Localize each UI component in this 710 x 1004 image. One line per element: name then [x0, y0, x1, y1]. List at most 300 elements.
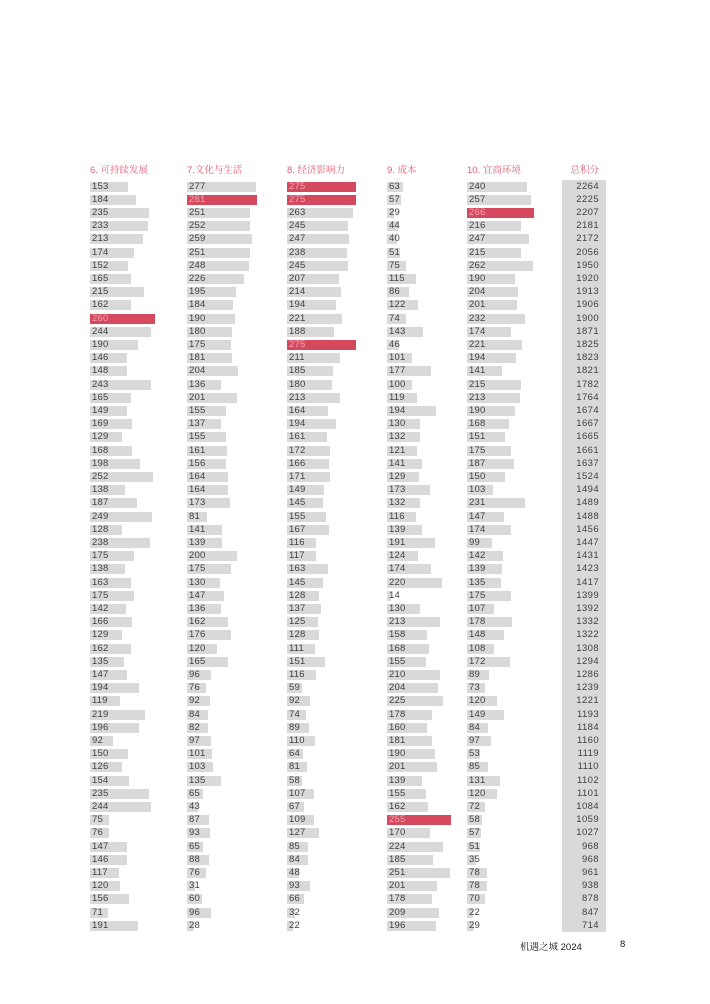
- score-cell: [90, 378, 187, 391]
- score-cell: [387, 299, 467, 312]
- score-value: 248: [189, 259, 206, 271]
- score-cell: [90, 286, 187, 299]
- score-value: 139: [389, 774, 406, 786]
- score-cell: [90, 536, 187, 549]
- score-cell: [287, 233, 387, 246]
- score-cell: [90, 418, 187, 431]
- score-cell: [562, 734, 606, 747]
- score-value: 93: [189, 827, 200, 839]
- score-cell: [287, 880, 387, 893]
- score-value: 22: [469, 906, 480, 918]
- score-cell: [387, 708, 467, 721]
- score-value: 101: [189, 748, 206, 760]
- score-value: 128: [289, 629, 306, 641]
- score-cell: [287, 695, 387, 708]
- column-economic-influence: [287, 165, 387, 932]
- score-cell: [562, 444, 606, 457]
- score-cell: [562, 550, 606, 563]
- score-cell: [90, 893, 187, 906]
- score-cell: [467, 286, 562, 299]
- score-cell: [562, 523, 606, 536]
- score-value: 213: [389, 616, 406, 628]
- score-value: 158: [389, 629, 406, 641]
- score-cell: [467, 457, 562, 470]
- score-cell: [187, 233, 287, 246]
- score-value: 130: [389, 602, 406, 614]
- score-value: 1637: [576, 457, 599, 469]
- score-value: 190: [469, 404, 486, 416]
- score-value: 148: [469, 629, 486, 641]
- score-value: 110: [289, 734, 305, 746]
- score-value: 138: [92, 563, 109, 575]
- score-cell: [287, 576, 387, 589]
- score-cell: [467, 550, 562, 563]
- score-cell: [90, 668, 187, 681]
- score-cell: [467, 220, 562, 233]
- score-value: 171: [289, 470, 306, 482]
- score-value: 878: [581, 893, 599, 905]
- score-cell: [562, 246, 606, 259]
- score-value: 240: [469, 180, 486, 192]
- score-value: 184: [189, 299, 206, 311]
- score-value: 1332: [576, 616, 599, 628]
- score-cell: [387, 774, 467, 787]
- score-cell: [387, 761, 467, 774]
- score-value: 1119: [577, 748, 599, 760]
- score-value: 43: [189, 800, 200, 812]
- score-cell: [467, 338, 562, 351]
- score-value: 149: [289, 484, 306, 496]
- score-value: 100: [389, 378, 406, 390]
- score-cell: [562, 312, 606, 325]
- score-cell: [187, 391, 287, 404]
- score-cell: [287, 418, 387, 431]
- score-cell: [562, 470, 606, 483]
- score-cell: [562, 378, 606, 391]
- score-value: 175: [469, 589, 486, 601]
- score-value: 142: [469, 550, 486, 562]
- score-value: 1102: [576, 774, 599, 786]
- score-cell: [90, 880, 187, 893]
- score-cell: [90, 827, 187, 840]
- score-value: 135: [189, 774, 206, 786]
- score-cell: [287, 800, 387, 813]
- score-value: 190: [389, 748, 406, 760]
- score-cell: [287, 602, 387, 615]
- score-value: 175: [92, 550, 109, 562]
- score-value: 66: [289, 893, 300, 905]
- score-cell: [187, 814, 287, 827]
- score-value: 128: [92, 523, 109, 535]
- score-value: 1661: [576, 444, 599, 456]
- score-value: 168: [389, 642, 406, 654]
- score-cell: [562, 484, 606, 497]
- score-cell: [467, 800, 562, 813]
- score-value: 174: [469, 523, 486, 535]
- score-value: 211: [289, 352, 305, 364]
- score-cell: [562, 708, 606, 721]
- score-cell: [387, 840, 467, 853]
- score-value: 177: [389, 365, 406, 377]
- score-cell: [467, 536, 562, 549]
- score-value: 1489: [576, 497, 599, 509]
- score-cell: [90, 193, 187, 206]
- score-cell: [287, 814, 387, 827]
- score-cell: [90, 616, 187, 629]
- score-value: 968: [581, 853, 599, 865]
- score-cell: [467, 866, 562, 879]
- score-value: 141: [389, 457, 406, 469]
- score-cell: [187, 352, 287, 365]
- score-cell: [562, 193, 606, 206]
- score-cell: [387, 457, 467, 470]
- score-cell: [387, 616, 467, 629]
- score-cell: [467, 497, 562, 510]
- score-cell: [287, 761, 387, 774]
- score-cell: [287, 840, 387, 853]
- score-cell: [467, 695, 562, 708]
- score-cell: [562, 325, 606, 338]
- score-cell: [287, 682, 387, 695]
- score-value: 251: [189, 246, 206, 258]
- score-value: 1027: [576, 827, 599, 839]
- score-cell: [467, 259, 562, 272]
- score-cell: [562, 497, 606, 510]
- score-value: 78: [469, 880, 480, 892]
- score-value: 154: [92, 774, 109, 786]
- score-value: 1825: [576, 338, 599, 350]
- score-value: 132: [389, 431, 406, 443]
- score-value: 162: [92, 299, 109, 311]
- score-value: 116: [389, 510, 405, 522]
- score-value: 57: [389, 193, 400, 205]
- column-header-economic-influence: 8. 经济影响力: [287, 165, 346, 176]
- score-cell: [287, 299, 387, 312]
- score-cell: [287, 352, 387, 365]
- score-value: 92: [92, 734, 103, 746]
- score-cell: [90, 853, 187, 866]
- score-cell: [387, 338, 467, 351]
- score-cell: [287, 365, 387, 378]
- score-value: 1871: [576, 325, 599, 337]
- score-cell: [90, 206, 187, 219]
- score-cell: [387, 286, 467, 299]
- score-value: 165: [92, 391, 109, 403]
- score-cell: [287, 616, 387, 629]
- score-cell: [187, 695, 287, 708]
- score-value: 147: [92, 840, 109, 852]
- score-value: 238: [92, 536, 109, 548]
- score-cell: [387, 827, 467, 840]
- score-cell: [562, 721, 606, 734]
- column-header-cost: 9. 成本: [387, 165, 417, 176]
- score-value: 120: [469, 787, 486, 799]
- score-cell: [387, 602, 467, 615]
- score-cell: [90, 602, 187, 615]
- score-value: 149: [92, 404, 109, 416]
- score-cell: [562, 866, 606, 879]
- score-value: 130: [189, 576, 206, 588]
- score-cell: [287, 906, 387, 919]
- score-value: 163: [92, 576, 109, 588]
- score-cell: [562, 919, 606, 932]
- score-value: 89: [469, 668, 480, 680]
- score-value: 93: [289, 880, 300, 892]
- score-value: 1160: [576, 734, 599, 746]
- score-value: 181: [189, 352, 206, 364]
- score-value: 135: [92, 655, 109, 667]
- score-value: 147: [92, 668, 109, 680]
- score-value: 139: [469, 563, 486, 575]
- score-value: 191: [92, 919, 109, 931]
- score-value: 277: [189, 180, 206, 192]
- score-value: 247: [469, 233, 486, 245]
- score-value: 231: [469, 497, 486, 509]
- score-cell: [90, 550, 187, 563]
- score-cell: [287, 721, 387, 734]
- score-value: 198: [92, 457, 109, 469]
- score-cell: [187, 629, 287, 642]
- score-cell: [562, 391, 606, 404]
- score-value: 226: [189, 272, 206, 284]
- score-cell: [562, 827, 606, 840]
- score-cell: [287, 272, 387, 285]
- score-cell: [467, 893, 562, 906]
- score-cell: [287, 497, 387, 510]
- score-cell: [387, 734, 467, 747]
- score-value: 172: [289, 444, 306, 456]
- score-cell: [387, 220, 467, 233]
- score-cell: [467, 682, 562, 695]
- score-cell: [187, 470, 287, 483]
- score-value: 2181: [576, 220, 599, 232]
- score-cell: [90, 391, 187, 404]
- score-cell: [467, 391, 562, 404]
- score-cell: [387, 510, 467, 523]
- column-header-total-score: 总积分: [570, 165, 599, 176]
- score-value: 194: [469, 352, 486, 364]
- score-value: 87: [189, 814, 200, 826]
- score-cell: [187, 642, 287, 655]
- score-value: 163: [289, 563, 306, 575]
- score-cell: [467, 563, 562, 576]
- score-value: 84: [289, 853, 300, 865]
- score-cell: [187, 193, 287, 206]
- score-value: 1392: [576, 602, 599, 614]
- score-cell: [467, 233, 562, 246]
- score-value: 219: [92, 708, 109, 720]
- score-cell: [467, 827, 562, 840]
- score-cell: [562, 418, 606, 431]
- score-cell: [467, 312, 562, 325]
- score-value: 1084: [576, 800, 599, 812]
- score-cell: [187, 827, 287, 840]
- footer-page-number: 8: [620, 939, 626, 950]
- score-cell: [187, 338, 287, 351]
- score-value: 164: [189, 484, 206, 496]
- column-business-environment: [467, 165, 562, 932]
- score-cell: [287, 484, 387, 497]
- score-cell: [187, 536, 287, 549]
- score-value: 119: [389, 391, 405, 403]
- score-value: 126: [92, 761, 109, 773]
- score-value: 180: [189, 325, 206, 337]
- score-cell: [467, 444, 562, 457]
- score-value: 92: [289, 695, 300, 707]
- score-cell: [187, 497, 287, 510]
- score-value: 1667: [576, 418, 599, 430]
- score-cell: [562, 576, 606, 589]
- score-cell: [90, 431, 187, 444]
- score-value: 1308: [576, 642, 599, 654]
- score-cell: [387, 853, 467, 866]
- score-value: 58: [469, 814, 480, 826]
- score-value: 174: [389, 563, 406, 575]
- score-value: 73: [469, 682, 480, 694]
- score-cell: [187, 510, 287, 523]
- score-cell: [187, 840, 287, 853]
- score-value: 961: [581, 866, 599, 878]
- score-cell: [287, 246, 387, 259]
- score-value: 129: [92, 629, 109, 641]
- score-value: 35: [469, 853, 480, 865]
- score-value: 221: [469, 338, 486, 350]
- score-cell: [187, 866, 287, 879]
- score-cell: [387, 444, 467, 457]
- score-value: 44: [389, 220, 400, 232]
- score-cell: [467, 642, 562, 655]
- score-value: 190: [92, 338, 109, 350]
- score-value: 2225: [576, 193, 599, 205]
- score-value: 75: [389, 259, 400, 271]
- score-value: 162: [92, 642, 109, 654]
- score-cell: [562, 563, 606, 576]
- score-cell: [90, 299, 187, 312]
- score-cell: [287, 655, 387, 668]
- score-cell: [467, 919, 562, 932]
- score-cell: [187, 312, 287, 325]
- score-value: 1322: [576, 629, 599, 641]
- score-value: 281: [189, 193, 206, 205]
- score-value: 1294: [576, 655, 599, 667]
- score-value: 46: [389, 338, 400, 350]
- score-value: 204: [389, 682, 406, 694]
- score-cell: [90, 642, 187, 655]
- score-cell: [387, 418, 467, 431]
- score-cell: [187, 655, 287, 668]
- score-cell: [287, 893, 387, 906]
- score-cell: [187, 272, 287, 285]
- score-cell: [187, 550, 287, 563]
- score-cell: [287, 536, 387, 549]
- score-cell: [562, 338, 606, 351]
- score-cell: [90, 510, 187, 523]
- column-header-sustainability: 6. 可持续发展: [90, 165, 149, 176]
- score-value: 124: [389, 550, 406, 562]
- score-value: 1913: [576, 286, 599, 298]
- score-value: 64: [289, 748, 300, 760]
- score-value: 213: [469, 391, 486, 403]
- score-cell: [287, 259, 387, 272]
- score-cell: [467, 708, 562, 721]
- footer-title: 机遇之城 2024: [520, 942, 582, 953]
- score-cell: [287, 431, 387, 444]
- score-value: 63: [389, 180, 400, 192]
- score-value: 84: [469, 721, 480, 733]
- score-cell: [562, 536, 606, 549]
- score-value: 132: [389, 497, 406, 509]
- score-cell: [562, 286, 606, 299]
- score-cell: [90, 246, 187, 259]
- score-value: 136: [189, 602, 206, 614]
- score-value: 1221: [576, 695, 599, 707]
- score-value: 31: [189, 880, 200, 892]
- score-value: 150: [92, 748, 109, 760]
- score-value: 81: [289, 761, 300, 773]
- score-cell: [562, 629, 606, 642]
- score-cell: [467, 814, 562, 827]
- score-cell: [187, 259, 287, 272]
- score-value: 275: [289, 193, 306, 205]
- score-cell: [287, 787, 387, 800]
- score-value: 103: [469, 484, 486, 496]
- score-cell: [562, 510, 606, 523]
- score-cell: [187, 682, 287, 695]
- score-cell: [187, 761, 287, 774]
- score-value: 28: [189, 919, 200, 931]
- score-value: 213: [289, 391, 306, 403]
- score-value: 142: [92, 602, 109, 614]
- score-value: 185: [289, 365, 306, 377]
- score-value: 131: [469, 774, 486, 786]
- score-cell: [387, 431, 467, 444]
- score-value: 151: [289, 655, 306, 667]
- score-value: 160: [389, 721, 406, 733]
- score-value: 29: [469, 919, 480, 931]
- score-value: 1665: [576, 431, 599, 443]
- score-cell: [187, 708, 287, 721]
- score-value: 233: [92, 220, 109, 232]
- score-value: 1823: [576, 352, 599, 364]
- score-value: 92: [189, 695, 200, 707]
- score-cell: [387, 919, 467, 932]
- score-value: 151: [469, 431, 486, 443]
- score-value: 14: [389, 589, 400, 601]
- score-cell: [387, 589, 467, 602]
- score-cell: [387, 629, 467, 642]
- score-value: 194: [289, 299, 306, 311]
- score-cell: [562, 774, 606, 787]
- score-cell: [90, 484, 187, 497]
- score-value: 1184: [576, 721, 599, 733]
- score-cell: [387, 233, 467, 246]
- score-cell: [187, 563, 287, 576]
- score-value: 78: [469, 866, 480, 878]
- score-value: 214: [289, 286, 306, 298]
- score-cell: [287, 220, 387, 233]
- score-cell: [387, 206, 467, 219]
- score-cell: [387, 866, 467, 879]
- score-cell: [287, 180, 387, 193]
- score-value: 155: [189, 431, 206, 443]
- score-value: 57: [469, 827, 480, 839]
- score-cell: [187, 853, 287, 866]
- score-value: 196: [92, 721, 109, 733]
- score-cell: [287, 708, 387, 721]
- score-cell: [562, 457, 606, 470]
- score-cell: [467, 748, 562, 761]
- score-cell: [90, 800, 187, 813]
